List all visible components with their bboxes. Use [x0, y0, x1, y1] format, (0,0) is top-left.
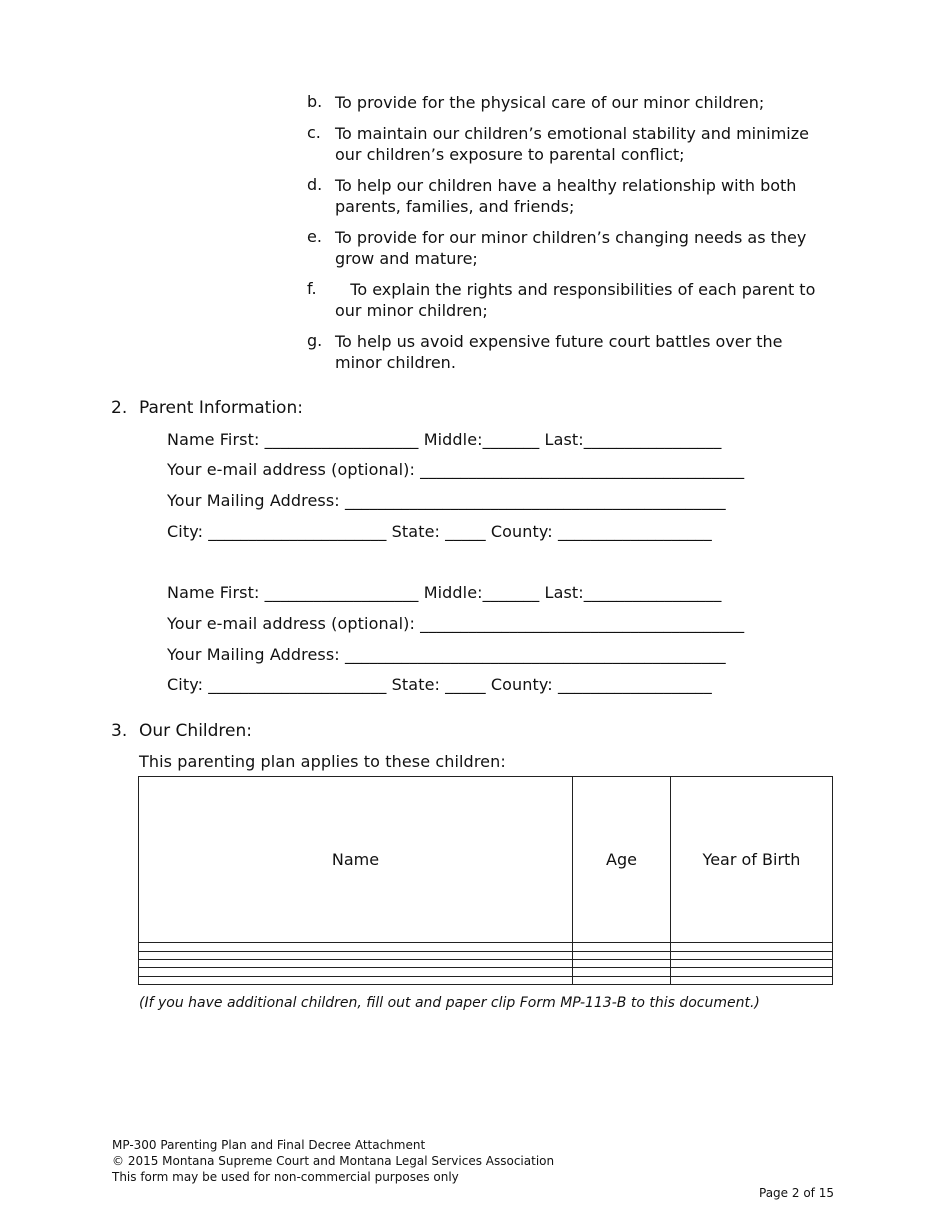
table-row [139, 968, 833, 976]
address-field-line[interactable]: Your Mailing Address: _______________________________________________ [167, 491, 726, 510]
name-field-line[interactable]: Name First: ___________________ Middle:_______ Last:_________________ [167, 583, 722, 602]
child-age-cell[interactable] [573, 976, 671, 984]
list-item-text: To help us avoid expensive future court battles over the minor children. [335, 332, 783, 372]
table-row [139, 976, 833, 984]
footer-copyright: © 2015 Montana Supreme Court and Montana Legal Services Association [112, 1154, 555, 1168]
column-header-age: Age [573, 777, 671, 943]
city-state-county-field-line[interactable]: City: ______________________ State: _____ County: ___________________ [167, 522, 712, 541]
footer-usage-note: This form may be used for non-commercial purposes only [112, 1170, 459, 1184]
section-number: 2. [111, 398, 128, 418]
child-age-cell[interactable] [573, 943, 671, 951]
table-row [139, 943, 833, 951]
children-intro: This parenting plan applies to these children: [139, 752, 506, 771]
section-number: 3. [111, 721, 128, 741]
children-table [138, 776, 832, 985]
address-field-line[interactable]: Your Mailing Address: _______________________________________________ [167, 645, 726, 664]
email-field-line[interactable]: Your e-mail address (optional): ________________________________________ [167, 460, 745, 479]
column-header-year-of-birth: Year of Birth [671, 777, 833, 943]
list-letter: b. [307, 92, 323, 111]
child-birth-year-cell[interactable] [671, 943, 833, 951]
child-age-cell[interactable] [573, 968, 671, 976]
additional-children-note: (If you have additional children, fill out and paper clip Form MP-113-B to this document.) [139, 995, 760, 1011]
page-number: Page 2 of 15 [759, 1186, 834, 1200]
table-header-row [139, 777, 833, 943]
child-name-cell[interactable] [139, 960, 573, 968]
child-birth-year-cell[interactable] [671, 951, 833, 959]
column-header-name: Name [139, 777, 573, 943]
list-item-text: To help our children have a healthy relationship with both parents, families, and friends; [335, 176, 797, 216]
section-title: Parent Information: [139, 398, 303, 418]
child-name-cell[interactable] [139, 951, 573, 959]
list-letter: e. [307, 227, 322, 246]
child-birth-year-cell[interactable] [671, 968, 833, 976]
city-state-county-field-line[interactable]: City: ______________________ State: _____ County: ___________________ [167, 675, 712, 694]
list-item-text: To maintain our children’s emotional stability and minimize our children’s exposure to parental conflict; [335, 124, 809, 164]
list-item-text: To provide for our minor children’s changing needs as they grow and mature; [335, 228, 807, 268]
table-row [139, 951, 833, 959]
list-item-text: To provide for the physical care of our minor children; [335, 93, 765, 112]
name-field-line[interactable]: Name First: ___________________ Middle:_______ Last:_________________ [167, 430, 722, 449]
child-age-cell[interactable] [573, 951, 671, 959]
list-letter: c. [307, 123, 321, 142]
list-item-text: To explain the rights and responsibilities of each parent to our minor children; [335, 280, 816, 320]
list-letter: f. [307, 279, 317, 298]
child-name-cell[interactable] [139, 976, 573, 984]
child-name-cell[interactable] [139, 968, 573, 976]
child-birth-year-cell[interactable] [671, 960, 833, 968]
child-birth-year-cell[interactable] [671, 976, 833, 984]
footer-form-title: MP-300 Parenting Plan and Final Decree Attachment [112, 1138, 426, 1152]
list-letter: g. [307, 331, 323, 350]
email-field-line[interactable]: Your e-mail address (optional): ________________________________________ [167, 614, 745, 633]
section-title: Our Children: [139, 721, 253, 741]
child-name-cell[interactable] [139, 943, 573, 951]
table-row [139, 960, 833, 968]
list-letter: d. [307, 175, 323, 194]
child-age-cell[interactable] [573, 960, 671, 968]
